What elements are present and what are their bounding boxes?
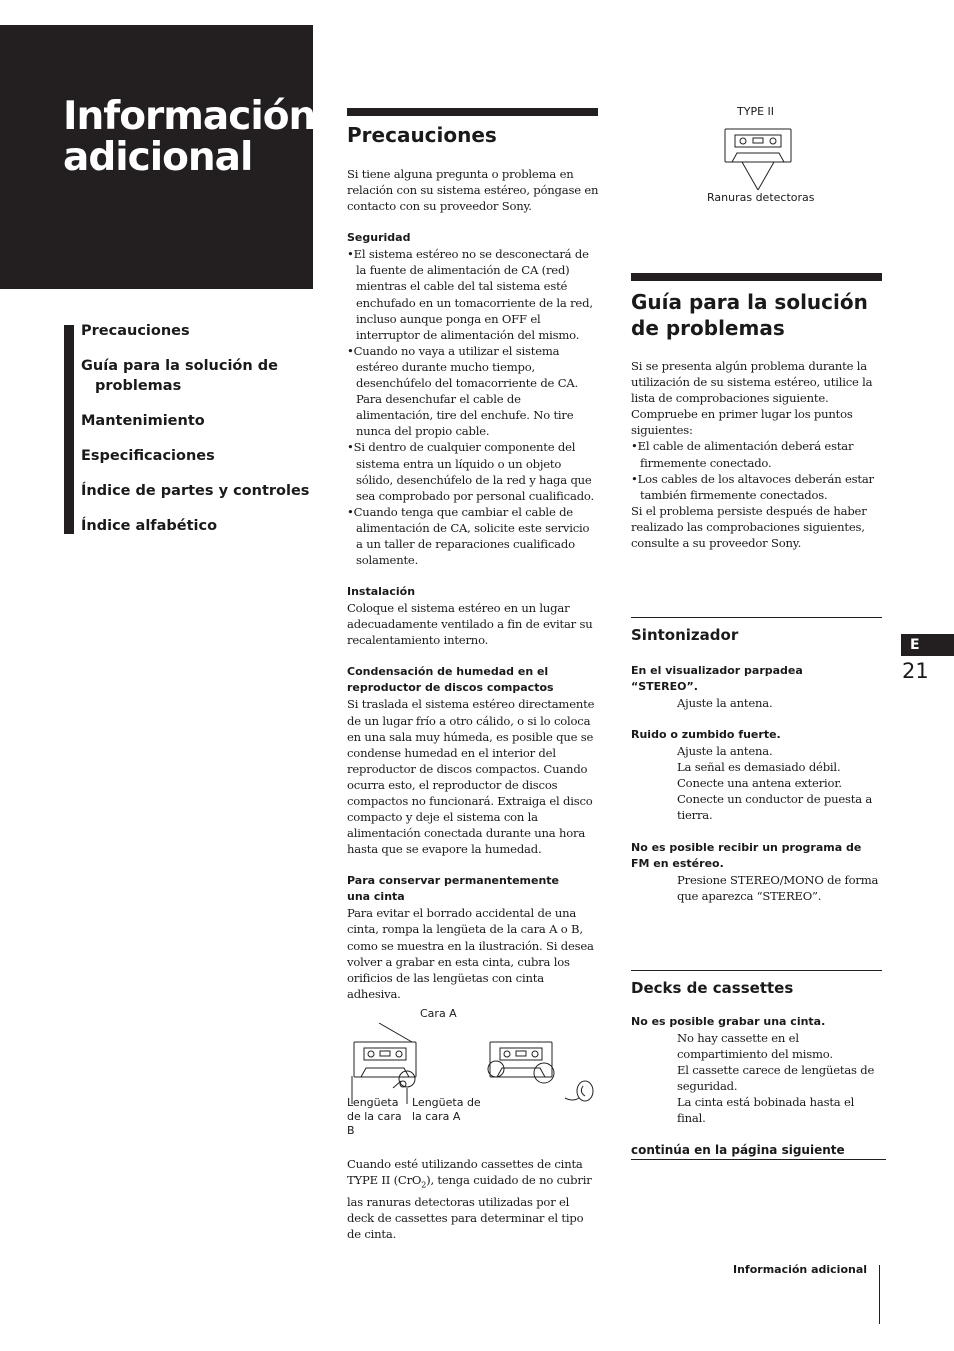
subsection-rule xyxy=(631,617,882,618)
list-item: •El sistema estéreo no se desconectará de la fuente de alimentación de CA (red) mientras el cable del tal sistema esté enchufado en un tomacorriente de la red, incluso aunque ponga en OFF el interruptor de alimentación del mismo. xyxy=(347,247,593,342)
problem-heading: Ruido o zumbido fuerte. xyxy=(631,728,781,742)
section-title-precauciones: Precauciones xyxy=(347,123,497,147)
condensacion-text: Si traslada el sistema estéreo directamente de un lugar frío a otro cálido, o si lo coloca en una sala muy húmeda, es posible que se condense humedad en el interior del reproductor de discos compactos. Cuando ocurra esto, el reproductor de discos compactos no funcionará. Extraiga el disco compacto y deje el sistema con la alimentación conectada durante una hora hasta que se evapore la humedad. xyxy=(347,697,595,857)
list-item: •Si dentro de cualquier componente del sistema entra un líquido o un objeto sólido, desenchúfelo de la red y haga que sea comprobado por personal cualificado. xyxy=(347,440,594,503)
language-tab: E xyxy=(901,634,954,656)
toc-item[interactable]: Índice de partes y controles xyxy=(81,483,310,499)
decks-list xyxy=(631,1014,883,1127)
figure-label-type2: TYPE II xyxy=(737,105,775,118)
condensacion-heading: Condensación de humedad en el reproductor de discos compactos xyxy=(347,665,554,695)
instalacion-heading: Instalación xyxy=(347,585,416,599)
precauciones-intro: Si tiene alguna pregunta o problema en relación con su sistema estéreo, póngase en contacto con su proveedor Sony. xyxy=(347,167,599,214)
continue-underline xyxy=(631,1159,886,1160)
toc-bar xyxy=(64,325,74,534)
conservar-heading: Para conservar permanentemente una cinta xyxy=(347,874,560,904)
type2-note: Cuando esté utilizando cassettes de cinta TYPE II (CrO$_2$), tenga cuidado de no cubrir las ranuras detectoras utilizadas por el deck de cassettes para determinar el tipo de cinta. xyxy=(347,1157,592,1241)
remedy: Conecte un conductor de puesta a tierra. xyxy=(677,792,873,823)
remedy: El cassette carece de lengüetas de seguridad. xyxy=(677,1063,875,1094)
toc-item[interactable]: Guía para la solución de problemas xyxy=(81,358,278,394)
subsection-rule xyxy=(631,970,882,971)
toc-item[interactable]: Índice alfabético xyxy=(81,518,218,534)
toc-item[interactable]: Precauciones xyxy=(81,323,190,339)
toc-item[interactable]: Especificaciones xyxy=(81,448,215,464)
footer-section-label: Información adicional xyxy=(733,1263,868,1276)
precauciones-column xyxy=(347,166,599,1002)
remedy: Presione STEREO/MONO de forma que aparezca “STEREO”. xyxy=(677,872,879,903)
toc-item[interactable]: Mantenimiento xyxy=(81,413,205,429)
page-title: Información adicional xyxy=(63,94,316,180)
remedy: Conecte una antena exterior. xyxy=(677,776,842,791)
section-title-guia: Guía para la solución de problemas xyxy=(631,290,868,340)
guia-column xyxy=(631,358,883,551)
page-number: 21 xyxy=(902,659,929,683)
remedy: No hay cassette en el compartimiento del mismo. xyxy=(677,1031,833,1062)
figure-label-tab-b: Lengüeta de la cara B xyxy=(347,1096,402,1137)
problem-heading: En el visualizador parpadea “STEREO”. xyxy=(631,664,803,693)
figure-label-tab-a: Lengüeta de la cara A xyxy=(412,1096,481,1123)
list-item: •Cuando no vaya a utilizar el sistema estéreo durante mucho tiempo, desenchúfelo del tomacorriente de CA. Para desenchufar el cable de alimentación, tire del enchufe. No tire nunca del propio cable. xyxy=(347,343,579,439)
subsection-title-sintonizador: Sintonizador xyxy=(631,626,739,644)
problem-heading: No es posible recibir un programa de FM en estéreo. xyxy=(631,840,862,870)
figure-caption-ranuras: Ranuras detectoras xyxy=(707,191,815,204)
section-rule xyxy=(347,108,598,116)
list-item: •Los cables de los altavoces deberán estar también firmemente conectados. xyxy=(631,471,874,502)
list-item: •El cable de alimentación deberá estar firmemente conectado. xyxy=(631,439,854,470)
problem-heading: No es posible grabar una cinta. xyxy=(631,1015,826,1028)
sintonizador-list xyxy=(631,663,883,904)
cassette-tab-illustration xyxy=(347,1018,599,1104)
remedy: La cinta está bobinada hasta el final. xyxy=(677,1095,855,1126)
section-rule xyxy=(631,273,882,281)
footer-rule xyxy=(879,1265,880,1324)
remedy: La señal es demasiado débil. xyxy=(677,760,841,775)
instalacion-text: Coloque el sistema estéreo en un lugar adecuadamente ventilado a fin de evitar su recalentamiento interno. xyxy=(347,601,593,648)
conservar-text: Para evitar el borrado accidental de una cinta, rompa la lengüeta de la cara A o B, como se muestra en la ilustración. Si desea volver a grabar en esta cinta, cubra los orificios de las lengüetas con cinta adhesiva. xyxy=(347,906,594,1001)
subsection-title-decks: Decks de cassettes xyxy=(631,979,794,997)
guia-outro: Si el problema persiste después de haber realizado las comprobaciones siguientes, consulte a su proveedor Sony. xyxy=(631,503,867,551)
continue-note: continúa en la página siguiente xyxy=(631,1143,845,1157)
seguridad-heading: Seguridad xyxy=(347,231,411,245)
remedy: Ajuste la antena. xyxy=(677,744,773,759)
guia-intro: Si se presenta algún problema durante la utilización de su sistema estéreo, utilice la lista de comprobaciones siguiente. Compruebe en primer lugar los puntos siguientes: xyxy=(631,359,873,438)
type2-cassette-illustration xyxy=(724,126,792,192)
list-item: •Cuando tenga que cambiar el cable de alimentación de CA, solicite este servicio a un taller de reparaciones cualificado solamente. xyxy=(347,504,590,568)
remedy: Ajuste la antena. xyxy=(677,696,773,710)
table-of-contents xyxy=(81,321,321,536)
figure-label-cara-a: Cara A xyxy=(420,1007,457,1020)
